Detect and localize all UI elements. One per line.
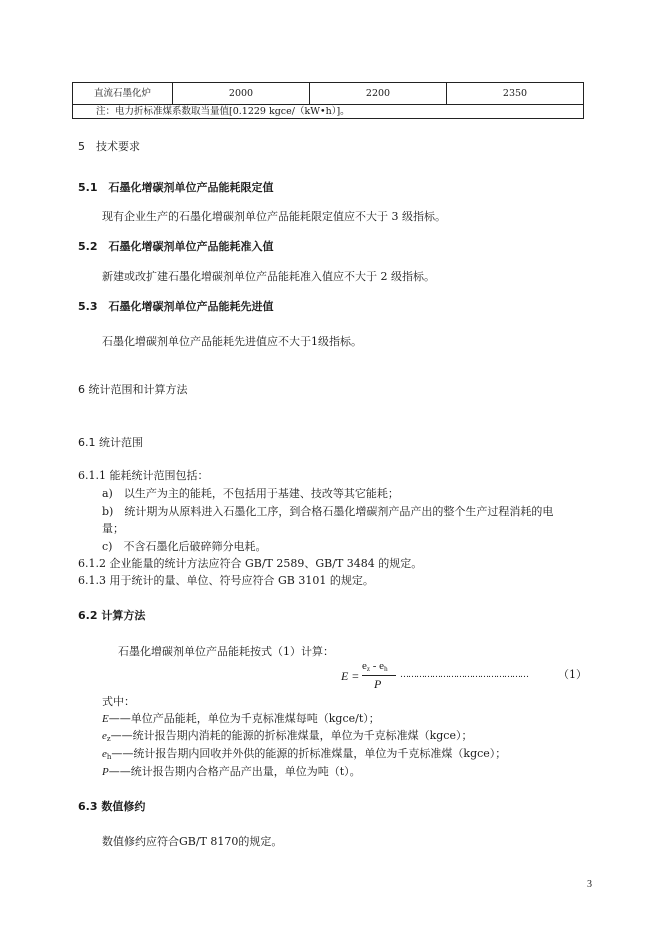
list-item-b-line1: b) 统计期为从原料进入石墨化工序，到合格石墨化增碳剂产品产出的整个生产过程消耗的电 <box>102 505 554 518</box>
section-6-1-heading: 6.1 统计范围 <box>78 436 143 449</box>
formula-number: （1） <box>558 668 587 681</box>
list-item-a: a) 以生产为主的能耗，不包括用于基建、技改等其它能耗； <box>102 487 399 500</box>
clause-6-1-2: 6.1.2 企业能量的统计方法应符合 GB/T 2589、GB/T 3484 的规定。 <box>78 557 423 570</box>
where-label: 式中： <box>102 695 135 708</box>
formula-denominator: P <box>374 677 382 691</box>
table-cell-grade2: 2200 <box>365 88 391 99</box>
section-5-3-heading: 5.3 石墨化增碳剂单位产品能耗先进值 <box>78 300 274 313</box>
formula-intro: 石墨化增碳剂单位产品能耗按式（1）计算： <box>118 645 334 658</box>
table-row-label: 直流石墨化炉 <box>93 88 151 99</box>
section-6-heading: 6 统计范围和计算方法 <box>78 383 188 396</box>
section-5-heading: 5 技术要求 <box>78 140 140 153</box>
formula-numerator: $e_z - e_h$ <box>362 660 388 673</box>
list-item-b-line2: 量； <box>102 522 124 535</box>
table-cell-grade3: 2350 <box>502 88 528 99</box>
definition-E: E——单位产品能耗，单位为千克标准煤每吨（kgce/t）； <box>102 712 380 725</box>
section-6-2-heading: 6.2 计算方法 <box>78 609 146 622</box>
section-5-2-text: 新建或改扩建石墨化增碳剂单位产品能耗准入值应不大于 2 级指标。 <box>102 270 435 283</box>
formula-lhs: E <box>341 669 349 683</box>
section-5-1-heading: 5.1 石墨化增碳剂单位产品能耗限定值 <box>78 181 274 194</box>
formula-equals: = <box>352 669 359 683</box>
list-item-c: c) 不含石墨化后破碎筛分电耗。 <box>102 540 267 553</box>
fraction-bar <box>362 675 396 676</box>
section-5-3-text: 石墨化增碳剂单位产品能耗先进值应不大于1级指标。 <box>102 335 362 348</box>
clause-6-1-1: 6.1.1 能耗统计范围包括： <box>78 469 209 482</box>
section-6-3-heading: 6.3 数值修约 <box>78 800 146 813</box>
section-6-3-text: 数值修约应符合GB/T 8170的规定。 <box>102 835 283 848</box>
definition-ez: $e_z——$统计报告期内消耗的能源的折标准煤量，单位为千克标准煤（kgce）； <box>102 729 473 743</box>
page-number: 3 <box>587 879 592 890</box>
clause-6-1-3: 6.1.3 用于统计的量、单位、符号应符合 GB 3101 的规定。 <box>78 574 374 587</box>
formula-leader-dots: ………………………………………… <box>400 670 528 680</box>
definition-P: P——统计报告期内合格产品产出量，单位为吨（t）。 <box>102 765 361 778</box>
table-note: 注：电力折标准煤系数取当量值[0.1229 kgce/（kW•h）]。 <box>96 106 350 117</box>
table-cell-grade1: 2000 <box>228 88 254 99</box>
section-5-2-heading: 5.2 石墨化增碳剂单位产品能耗准入值 <box>78 240 274 253</box>
section-5-1-text: 现有企业生产的石墨化增碳剂单位产品能耗限定值应不大于 3 级指标。 <box>102 210 446 223</box>
definition-eh: $e_h——$统计报告期内回收并外供的能源的折标准煤量，单位为千克标准煤（kgce）； <box>102 747 507 761</box>
